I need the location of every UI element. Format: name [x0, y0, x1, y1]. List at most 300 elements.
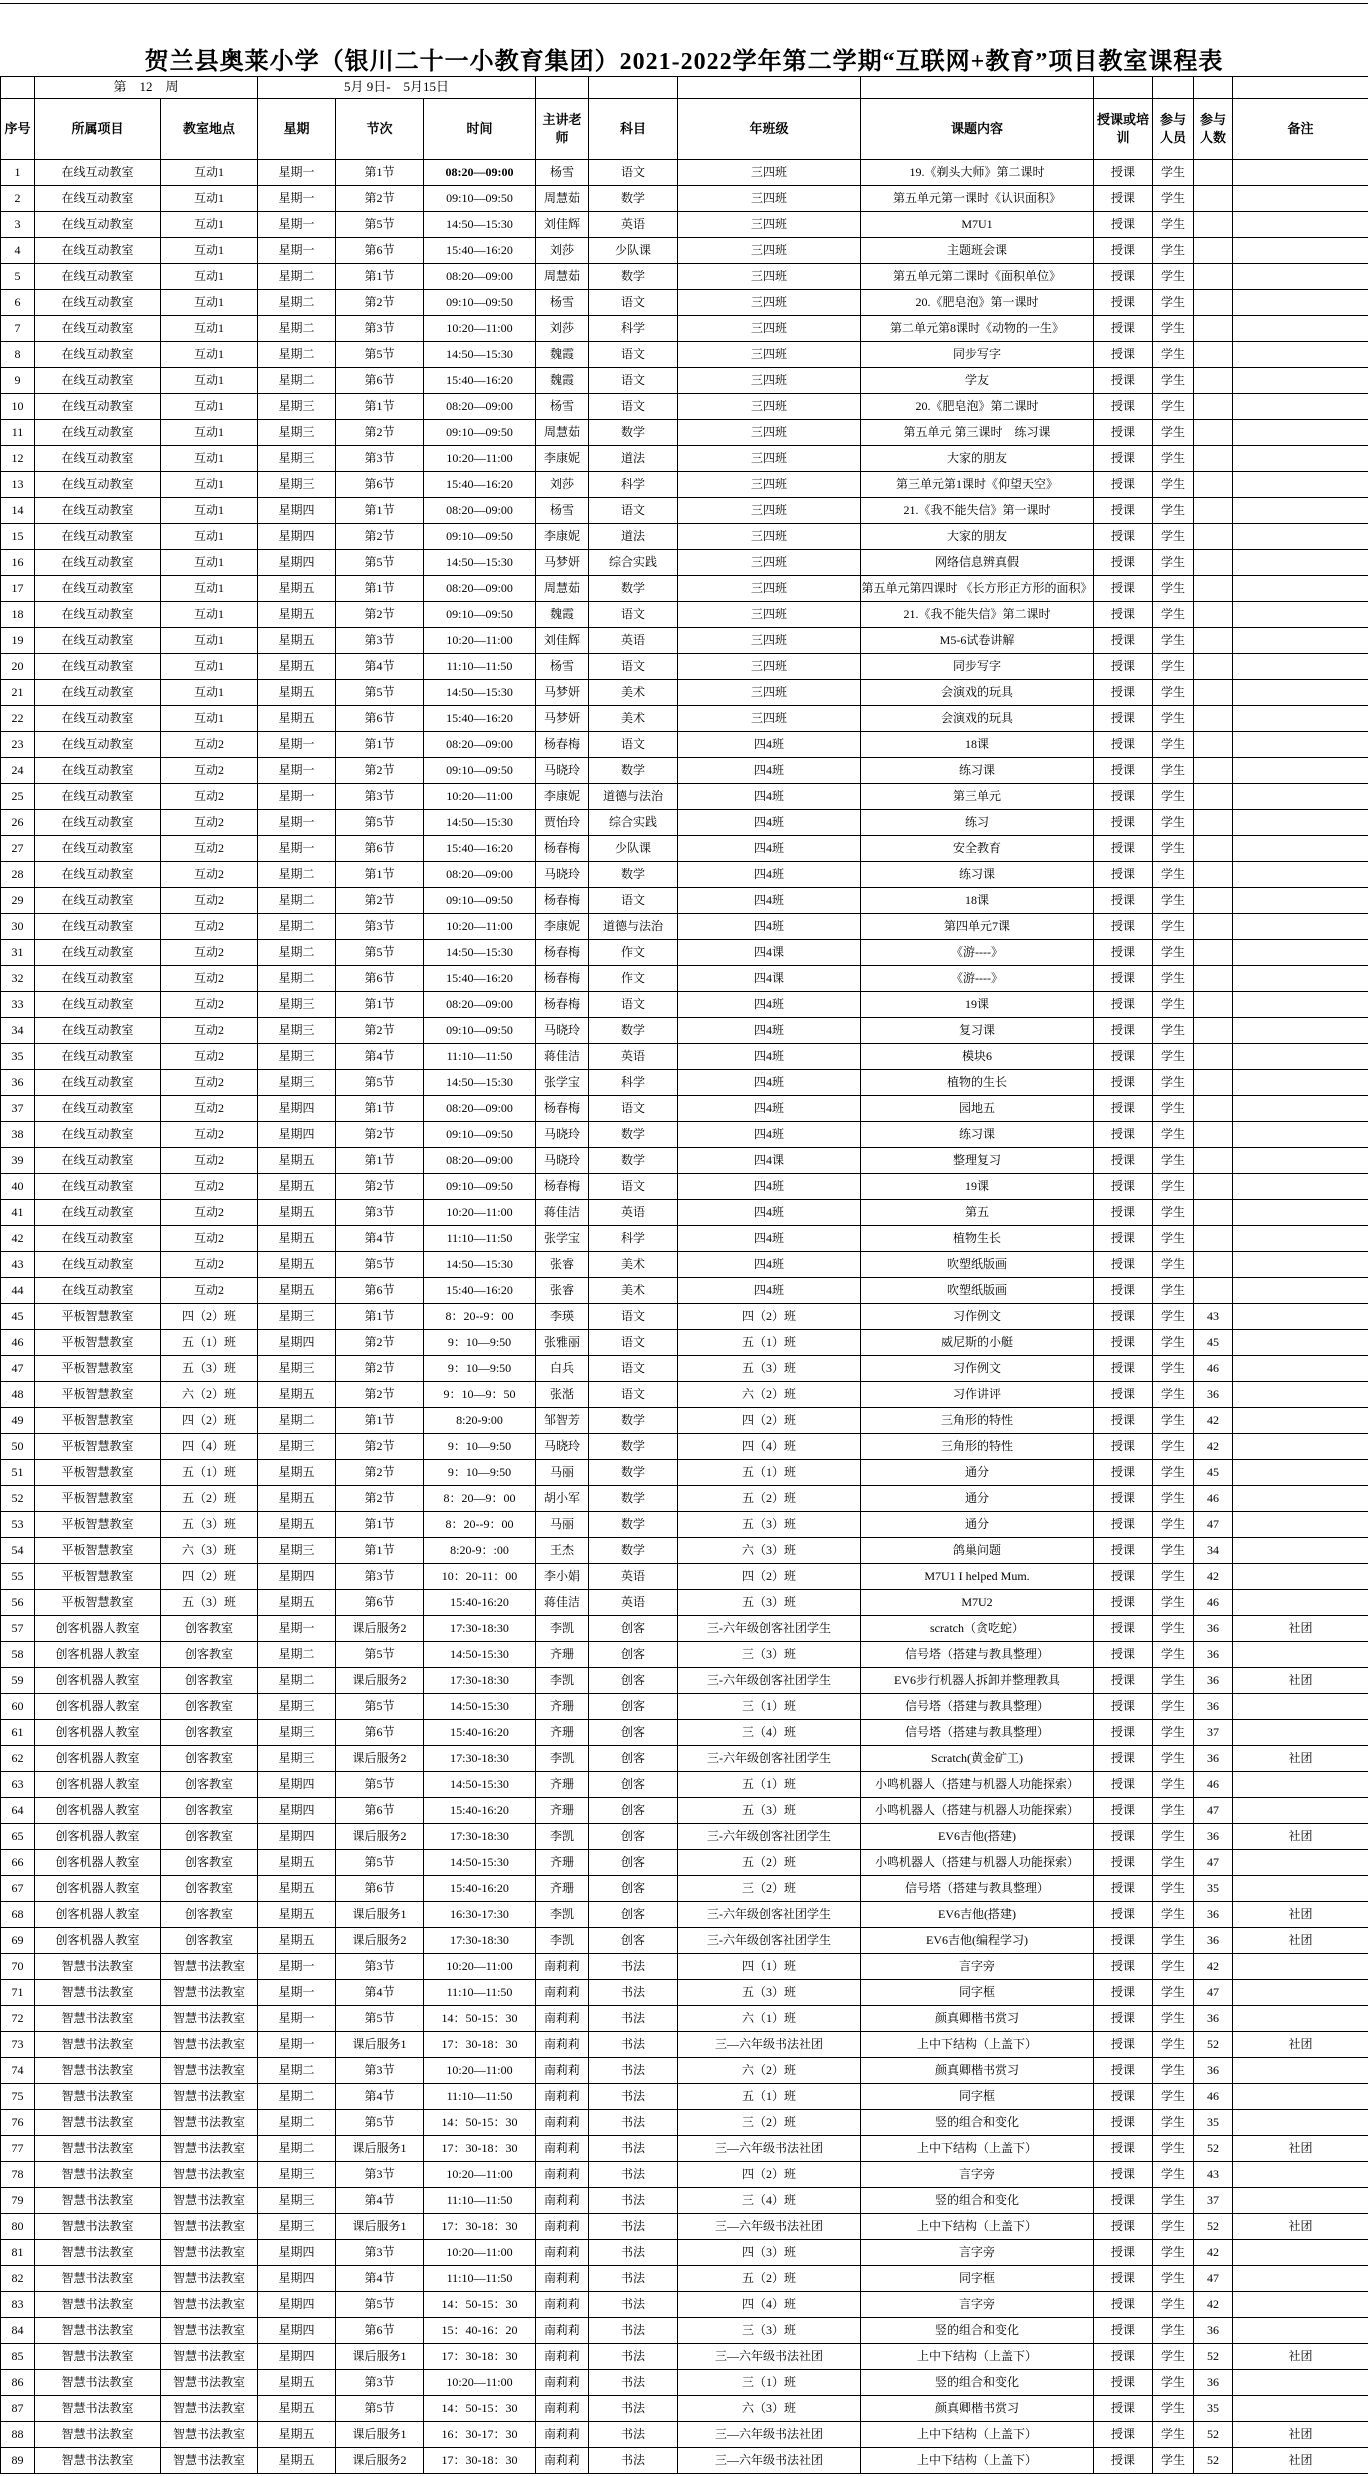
cell-weekday: 星期二 [258, 940, 336, 966]
cell-time: 08:20—09:00 [424, 394, 536, 420]
cell-participants: 学生 [1153, 2292, 1194, 2318]
cell-teacher: 马晓玲 [536, 1018, 589, 1044]
cell-count: 42 [1194, 2292, 1233, 2318]
cell-subject: 数学 [589, 1122, 678, 1148]
cell-participants: 学生 [1153, 888, 1194, 914]
cell-project: 平板智慧教室 [35, 1434, 161, 1460]
cell-project: 在线互动教室 [35, 576, 161, 602]
cell-subject: 语文 [589, 498, 678, 524]
cell-room: 互动1 [161, 472, 258, 498]
cell-period: 第4节 [336, 2084, 424, 2110]
cell-teacher: 刘莎 [536, 472, 589, 498]
cell-note [1233, 2006, 1368, 2032]
cell-grade: 三—六年级书法社团 [678, 2214, 861, 2240]
cell-participants: 学生 [1153, 1772, 1194, 1798]
cell-topic: 竖的组合和变化 [861, 2188, 1094, 2214]
cell-grade: 三四班 [678, 160, 861, 186]
cell-count [1194, 888, 1233, 914]
cell-topic: 言字旁 [861, 2292, 1094, 2318]
cell-subject: 英语 [589, 1590, 678, 1616]
cell-note [1233, 1018, 1368, 1044]
cell-time: 14：50-15：30 [424, 2292, 536, 2318]
cell-count: 42 [1194, 2240, 1233, 2266]
cell-grade: 三-六年级创客社团学生 [678, 1746, 861, 1772]
cell-note [1233, 2084, 1368, 2110]
cell-weekday: 星期五 [258, 1174, 336, 1200]
cell-period: 第2节 [336, 1122, 424, 1148]
cell-mode: 授课 [1094, 992, 1153, 1018]
cell-topic: EV6吉他(搭建) [861, 1824, 1094, 1850]
table-row [1, 1798, 1368, 1824]
cell-period: 第6节 [336, 836, 424, 862]
cell-period: 第5节 [336, 940, 424, 966]
cell-count [1194, 1174, 1233, 1200]
table-row [1, 2136, 1368, 2162]
cell-topic: 同步写字 [861, 342, 1094, 368]
cell-subject: 语文 [589, 1096, 678, 1122]
cell-project: 在线互动教室 [35, 264, 161, 290]
cell-participants: 学生 [1153, 1512, 1194, 1538]
cell-time: 14:50—15:30 [424, 810, 536, 836]
cell-participants: 学生 [1153, 1590, 1194, 1616]
table-row [1, 2344, 1368, 2370]
cell-time: 09:10—09:50 [424, 758, 536, 784]
cell-room: 互动1 [161, 186, 258, 212]
cell-topic: 言字旁 [861, 2162, 1094, 2188]
cell-room: 互动1 [161, 524, 258, 550]
cell-mode: 授课 [1094, 420, 1153, 446]
table-row [1, 472, 1368, 498]
cell-mode: 授课 [1094, 1564, 1153, 1590]
cell-period: 第5节 [336, 1694, 424, 1720]
cell-room: 互动1 [161, 316, 258, 342]
cell-participants: 学生 [1153, 1174, 1194, 1200]
cell-count: 36 [1194, 1928, 1233, 1954]
cell-seq: 79 [1, 2188, 35, 2214]
cell-project: 平板智慧教室 [35, 1564, 161, 1590]
cell-count [1194, 264, 1233, 290]
cell-seq: 8 [1, 342, 35, 368]
cell-room: 智慧书法教室 [161, 2448, 258, 2474]
cell-grade: 三（4）班 [678, 1720, 861, 1746]
cell-weekday: 星期三 [258, 446, 336, 472]
table-row [1, 2396, 1368, 2422]
cell-room: 互动2 [161, 836, 258, 862]
cell-mode: 授课 [1094, 2448, 1153, 2474]
cell-topic: 模块6 [861, 1044, 1094, 1070]
cell-time: 10:20—11:00 [424, 2240, 536, 2266]
cell-grade: 三-六年级创客社团学生 [678, 1616, 861, 1642]
cell-seq: 46 [1, 1330, 35, 1356]
cell-topic: 习作例文 [861, 1356, 1094, 1382]
cell-topic: 上中下结构（上盖下） [861, 2448, 1094, 2474]
cell-count: 36 [1194, 1642, 1233, 1668]
cell-mode: 授课 [1094, 1798, 1153, 1824]
cell-count [1194, 342, 1233, 368]
cell-room: 互动1 [161, 212, 258, 238]
cell-room: 创客教室 [161, 1876, 258, 1902]
cell-weekday: 星期一 [258, 758, 336, 784]
table-row [1, 706, 1368, 732]
cell-period: 课后服务1 [336, 2032, 424, 2058]
cell-participants: 学生 [1153, 472, 1194, 498]
cell-seq: 69 [1, 1928, 35, 1954]
cell-time: 15:40—16:20 [424, 368, 536, 394]
cell-room: 互动2 [161, 732, 258, 758]
cell-grade: 四（2）班 [678, 1564, 861, 1590]
cell-mode: 授课 [1094, 1980, 1153, 2006]
cell-time: 14:50—15:30 [424, 1070, 536, 1096]
cell-grade: 四4班 [678, 810, 861, 836]
cell-note [1233, 2266, 1368, 2292]
cell-mode: 授课 [1094, 446, 1153, 472]
cell-teacher: 南莉莉 [536, 2318, 589, 2344]
cell-seq: 58 [1, 1642, 35, 1668]
cell-weekday: 星期二 [258, 290, 336, 316]
cell-teacher: 李康妮 [536, 784, 589, 810]
cell-weekday: 星期三 [258, 2162, 336, 2188]
cell-room: 互动2 [161, 940, 258, 966]
cell-participants: 学生 [1153, 1954, 1194, 1980]
cell-count [1194, 472, 1233, 498]
cell-subject: 语文 [589, 888, 678, 914]
cell-weekday: 星期一 [258, 186, 336, 212]
table-row [1, 1590, 1368, 1616]
cell-note [1233, 2318, 1368, 2344]
cell-count [1194, 446, 1233, 472]
cell-count: 36 [1194, 1694, 1233, 1720]
cell-count [1194, 758, 1233, 784]
cell-period: 第5节 [336, 2110, 424, 2136]
cell-note [1233, 576, 1368, 602]
col-header-participants: 参与人员 [1153, 99, 1194, 160]
table-row [1, 2422, 1368, 2448]
table-row [1, 2318, 1368, 2344]
table-row [1, 498, 1368, 524]
cell-mode: 授课 [1094, 1382, 1153, 1408]
cell-teacher: 齐珊 [536, 1720, 589, 1746]
table-row [1, 576, 1368, 602]
cell-project: 在线互动教室 [35, 186, 161, 212]
table-row [1, 2032, 1368, 2058]
cell-room: 互动2 [161, 992, 258, 1018]
cell-project: 智慧书法教室 [35, 2370, 161, 2396]
cell-seq: 82 [1, 2266, 35, 2292]
cell-note [1233, 1330, 1368, 1356]
cell-room: 互动1 [161, 160, 258, 186]
cell-topic: scratch（贪吃蛇） [861, 1616, 1094, 1642]
cell-period: 第3节 [336, 2162, 424, 2188]
cell-period: 第3节 [336, 628, 424, 654]
cell-grade: 五（3）班 [678, 1798, 861, 1824]
table-row [1, 914, 1368, 940]
table-row [1, 1538, 1368, 1564]
cell-participants: 学生 [1153, 758, 1194, 784]
cell-time: 10:20—11:00 [424, 784, 536, 810]
cell-teacher: 马梦妍 [536, 550, 589, 576]
cell-grade: 三四班 [678, 368, 861, 394]
cell-note [1233, 1200, 1368, 1226]
cell-participants: 学生 [1153, 394, 1194, 420]
cell-count: 36 [1194, 1616, 1233, 1642]
cell-grade: 三—六年级书法社团 [678, 2422, 861, 2448]
cell-mode: 授课 [1094, 1044, 1153, 1070]
header-row [1, 99, 1368, 160]
cell-weekday: 星期五 [258, 1486, 336, 1512]
cell-time: 17:30-18:30 [424, 1668, 536, 1694]
cell-note [1233, 212, 1368, 238]
cell-grade: 四（2）班 [678, 2162, 861, 2188]
table-row [1, 628, 1368, 654]
cell-seq: 13 [1, 472, 35, 498]
cell-note [1233, 1694, 1368, 1720]
cell-grade: 三四班 [678, 472, 861, 498]
cell-grade: 三（1）班 [678, 1694, 861, 1720]
cell-time: 8：20--9：00 [424, 1512, 536, 1538]
cell-grade: 五（3）班 [678, 1980, 861, 2006]
cell-room: 五（3）班 [161, 1356, 258, 1382]
cell-mode: 授课 [1094, 1668, 1153, 1694]
cell-count: 36 [1194, 2370, 1233, 2396]
cell-subject: 语文 [589, 732, 678, 758]
cell-teacher: 南莉莉 [536, 2240, 589, 2266]
cell-topic: 练习课 [861, 862, 1094, 888]
cell-note [1233, 1434, 1368, 1460]
cell-participants: 学生 [1153, 1408, 1194, 1434]
cell-grade: 三（3）班 [678, 2318, 861, 2344]
cell-room: 智慧书法教室 [161, 2422, 258, 2448]
cell-room: 互动1 [161, 238, 258, 264]
cell-subject: 书法 [589, 2396, 678, 2422]
cell-participants: 学生 [1153, 966, 1194, 992]
cell-topic: 颜真卿楷书赏习 [861, 2396, 1094, 2422]
cell-project: 平板智慧教室 [35, 1356, 161, 1382]
cell-topic: 大家的朋友 [861, 524, 1094, 550]
cell-count [1194, 394, 1233, 420]
cell-room: 互动2 [161, 862, 258, 888]
table-row [1, 2058, 1368, 2084]
cell-count [1194, 1044, 1233, 1070]
cell-room: 四（2）班 [161, 1564, 258, 1590]
cell-count [1194, 914, 1233, 940]
cell-topic: M7U1 [861, 212, 1094, 238]
cell-note [1233, 1850, 1368, 1876]
cell-project: 平板智慧教室 [35, 1486, 161, 1512]
cell-teacher: 南莉莉 [536, 2084, 589, 2110]
cell-subject: 书法 [589, 2110, 678, 2136]
cell-topic: 习作讲评 [861, 1382, 1094, 1408]
cell-subject: 语文 [589, 992, 678, 1018]
cell-project: 创客机器人教室 [35, 1616, 161, 1642]
cell-teacher: 齐珊 [536, 1798, 589, 1824]
cell-note [1233, 1382, 1368, 1408]
cell-project: 在线互动教室 [35, 836, 161, 862]
cell-project: 在线互动教室 [35, 1226, 161, 1252]
cell-count [1194, 602, 1233, 628]
cell-room: 智慧书法教室 [161, 2240, 258, 2266]
cell-time: 17：30-18：30 [424, 2448, 536, 2474]
cell-subject: 创客 [589, 1668, 678, 1694]
cell-weekday: 星期一 [258, 1980, 336, 2006]
cell-subject: 少队课 [589, 238, 678, 264]
cell-topic: 上中下结构（上盖下） [861, 2344, 1094, 2370]
cell-grade: 三（1）班 [678, 2370, 861, 2396]
cell-participants: 学生 [1153, 2162, 1194, 2188]
cell-teacher: 周慧茹 [536, 264, 589, 290]
cell-count [1194, 550, 1233, 576]
table-row [1, 1356, 1368, 1382]
cell-room: 互动2 [161, 966, 258, 992]
cell-participants: 学生 [1153, 524, 1194, 550]
cell-weekday: 星期三 [258, 1044, 336, 1070]
cell-time: 16:30-17:30 [424, 1902, 536, 1928]
cell-mode: 授课 [1094, 1304, 1153, 1330]
table-row [1, 1824, 1368, 1850]
cell-period: 第2节 [336, 290, 424, 316]
cell-note [1233, 368, 1368, 394]
cell-time: 08:20—09:00 [424, 732, 536, 758]
cell-participants: 学生 [1153, 1928, 1194, 1954]
cell-time: 10:20—11:00 [424, 1200, 536, 1226]
cell-seq: 53 [1, 1512, 35, 1538]
cell-period: 第3节 [336, 2370, 424, 2396]
cell-teacher: 南莉莉 [536, 1954, 589, 1980]
table-row [1, 368, 1368, 394]
cell-subject: 书法 [589, 2448, 678, 2474]
cell-grade: 六（2）班 [678, 2058, 861, 2084]
cell-seq: 43 [1, 1252, 35, 1278]
cell-period: 第4节 [336, 1044, 424, 1070]
cell-time: 09:10—09:50 [424, 290, 536, 316]
cell-subject: 创客 [589, 1772, 678, 1798]
cell-teacher: 蒋佳洁 [536, 1044, 589, 1070]
cell-topic: EV6步行机器人拆卸并整理教具 [861, 1668, 1094, 1694]
cell-time: 08:20—09:00 [424, 576, 536, 602]
cell-time: 14:50-15:30 [424, 1694, 536, 1720]
cell-subject: 科学 [589, 316, 678, 342]
cell-weekday: 星期二 [258, 966, 336, 992]
cell-mode: 授课 [1094, 1434, 1153, 1460]
cell-subject: 书法 [589, 2136, 678, 2162]
cell-topic: 练习课 [861, 758, 1094, 784]
cell-mode: 授课 [1094, 264, 1153, 290]
cell-grade: 五（3）班 [678, 1356, 861, 1382]
cell-project: 在线互动教室 [35, 1044, 161, 1070]
cell-period: 第6节 [336, 472, 424, 498]
cell-note [1233, 446, 1368, 472]
cell-project: 创客机器人教室 [35, 1876, 161, 1902]
cell-project: 平板智慧教室 [35, 1330, 161, 1356]
cell-time: 09:10—09:50 [424, 420, 536, 446]
cell-grade: 四4班 [678, 1226, 861, 1252]
cell-weekday: 星期四 [258, 2266, 336, 2292]
cell-subject: 语文 [589, 1304, 678, 1330]
cell-note: 社团 [1233, 1616, 1368, 1642]
cell-teacher: 南莉莉 [536, 2214, 589, 2240]
cell-subject: 综合实践 [589, 550, 678, 576]
cell-teacher: 南莉莉 [536, 2032, 589, 2058]
cell-note [1233, 1226, 1368, 1252]
cell-room: 互动1 [161, 342, 258, 368]
cell-period: 课后服务1 [336, 2214, 424, 2240]
cell-grade: 四4班 [678, 1018, 861, 1044]
cell-count: 46 [1194, 1772, 1233, 1798]
cell-grade: 四4班 [678, 888, 861, 914]
cell-subject: 书法 [589, 2214, 678, 2240]
cell-count: 52 [1194, 2032, 1233, 2058]
cell-mode: 授课 [1094, 1590, 1153, 1616]
cell-grade: 四4班 [678, 914, 861, 940]
table-row [1, 2266, 1368, 2292]
cell-topic: 会演戏的玩具 [861, 706, 1094, 732]
cell-note [1233, 2240, 1368, 2266]
cell-room: 智慧书法教室 [161, 2318, 258, 2344]
cell-room: 互动2 [161, 784, 258, 810]
cell-participants: 学生 [1153, 420, 1194, 446]
cell-weekday: 星期五 [258, 680, 336, 706]
cell-period: 第2节 [336, 758, 424, 784]
cell-count: 42 [1194, 1954, 1233, 1980]
cell-weekday: 星期一 [258, 784, 336, 810]
cell-seq: 81 [1, 2240, 35, 2266]
cell-count [1194, 1122, 1233, 1148]
cell-mode: 授课 [1094, 1486, 1153, 1512]
week-band [1, 77, 1368, 99]
cell-subject: 数学 [589, 1434, 678, 1460]
cell-time: 17：30-18：30 [424, 2136, 536, 2162]
cell-topic: 小鸣机器人（搭建与机器人功能探索） [861, 1798, 1094, 1824]
cell-count [1194, 498, 1233, 524]
cell-teacher: 李凯 [536, 1616, 589, 1642]
cell-topic: 网络信息辨真假 [861, 550, 1094, 576]
cell-subject: 美术 [589, 1252, 678, 1278]
cell-period: 第2节 [336, 524, 424, 550]
cell-seq: 60 [1, 1694, 35, 1720]
cell-teacher: 王杰 [536, 1538, 589, 1564]
cell-project: 在线互动教室 [35, 654, 161, 680]
cell-teacher: 齐珊 [536, 1876, 589, 1902]
cell-participants: 学生 [1153, 1096, 1194, 1122]
cell-time: 10:20—11:00 [424, 1954, 536, 1980]
table-row [1, 758, 1368, 784]
cell-period: 第5节 [336, 2006, 424, 2032]
cell-participants: 学生 [1153, 342, 1194, 368]
cell-seq: 49 [1, 1408, 35, 1434]
cell-project: 在线互动教室 [35, 368, 161, 394]
table-row [1, 966, 1368, 992]
cell-count: 35 [1194, 2110, 1233, 2136]
cell-weekday: 星期二 [258, 2084, 336, 2110]
cell-seq: 73 [1, 2032, 35, 2058]
cell-subject: 少队课 [589, 836, 678, 862]
cell-weekday: 星期三 [258, 2214, 336, 2240]
timetable-sheet [0, 3, 1368, 2474]
cell-participants: 学生 [1153, 810, 1194, 836]
cell-grade: 三-六年级创客社团学生 [678, 1668, 861, 1694]
cell-teacher: 李瑛 [536, 1304, 589, 1330]
cell-room: 创客教室 [161, 1746, 258, 1772]
cell-time: 08:20—09:00 [424, 992, 536, 1018]
cell-period: 第1节 [336, 992, 424, 1018]
cell-room: 互动2 [161, 1018, 258, 1044]
cell-project: 平板智慧教室 [35, 1408, 161, 1434]
cell-period: 第2节 [336, 1330, 424, 1356]
cell-note: 社团 [1233, 2344, 1368, 2370]
cell-teacher: 齐珊 [536, 1694, 589, 1720]
week-label: 第 12 周 [35, 77, 258, 99]
cell-count [1194, 1096, 1233, 1122]
cell-project: 智慧书法教室 [35, 2318, 161, 2344]
